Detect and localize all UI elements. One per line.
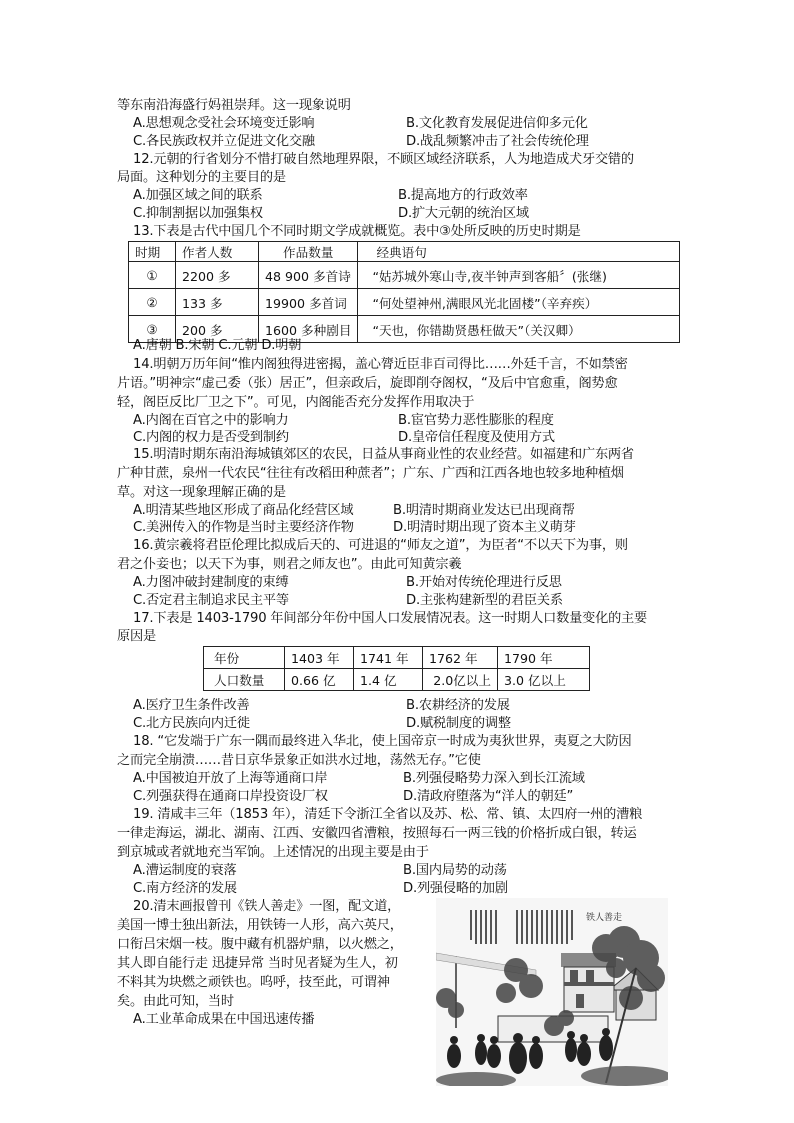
cell-year: 1741 年 bbox=[354, 647, 423, 669]
q12-option-c[interactable]: C.抑制割据以加强集权 bbox=[133, 206, 263, 221]
cell-works: 1600 多种剧目 bbox=[259, 316, 358, 343]
cell-year: 1762 年 bbox=[423, 647, 498, 669]
q20-stem-line3: 口衔吕宋烟一枝。腹中藏有机器炉鼎，以火燃之， bbox=[117, 937, 403, 952]
table-row bbox=[129, 289, 680, 316]
cell-population: 2.0亿以上 bbox=[423, 669, 498, 691]
q13-options[interactable]: A.唐朝 B.宋朝 C.元朝 D.明朝 bbox=[133, 338, 302, 353]
q19-stem-line1: 19. 清咸丰三年（1853 年），清廷下令浙江全省以及苏、松、常、镇、太四府一州的漕粮 bbox=[133, 807, 643, 822]
q12-option-a[interactable]: A.加强区域之间的联系 bbox=[133, 188, 263, 203]
q11-stem-end: 等东南沿海盛行妈祖崇拜。这一现象说明 bbox=[117, 98, 351, 113]
cell-quote: “姑苏城外寒山寺,夜半钟声到客船〞(张继) bbox=[358, 262, 680, 289]
q18-option-c[interactable]: C.列强获得在通商口岸投资设厂权 bbox=[133, 789, 328, 804]
q17-option-b[interactable]: B.农耕经济的发展 bbox=[406, 698, 510, 713]
q19-option-a[interactable]: A.漕运制度的衰落 bbox=[133, 863, 237, 878]
q14-option-a[interactable]: A.内阁在百官之中的影响力 bbox=[133, 413, 289, 428]
q18-option-a[interactable]: A.中国被迫开放了上海等通商口岸 bbox=[133, 771, 328, 786]
q17-option-d[interactable]: D.赋税制度的调整 bbox=[406, 716, 511, 731]
q19-option-d[interactable]: D.列强侵略的加剧 bbox=[403, 881, 508, 896]
q15-option-d[interactable]: D.明清时期出现了资本主义萌芽 bbox=[393, 520, 576, 535]
cell-population: 0.66 亿 bbox=[285, 669, 354, 691]
q13-literature-table bbox=[128, 241, 680, 343]
q11-option-d[interactable]: D.战乱频繁冲击了社会传统伦理 bbox=[406, 134, 589, 149]
q12-option-b[interactable]: B.提高地方的行政效率 bbox=[398, 188, 528, 203]
q19-stem-line3: 到京城或者就地充当军饷。上述情况的出现主要是由于 bbox=[117, 845, 429, 860]
row-label-year: 年份 bbox=[204, 647, 285, 669]
cell-year: 1790 年 bbox=[498, 647, 590, 669]
q18-stem-line1: 18. “它发端于广东一隅而最终进入华北，使上国帝京一时成为夷狄世界，夷夏之大防因 bbox=[133, 734, 632, 749]
q16-stem-line1: 16.黄宗羲将君臣伦理比拟成后天的、可进退的“师友之道”，为臣者“不以天下为事，则 bbox=[133, 538, 628, 553]
q20-stem-line4: 其人即自能行走 迅捷异常 当时见者疑为生人，初 bbox=[117, 956, 398, 971]
row-label-population: 人口数量 bbox=[204, 669, 285, 691]
table-header-row bbox=[129, 242, 680, 262]
cell-works: 19900 多首词 bbox=[259, 289, 358, 316]
q14-stem-line3: 轻，阁臣反比厂卫之下”。可见，内阁能否充分发挥作用取决于 bbox=[117, 395, 475, 410]
q16-stem-line2: 君之仆妾也；以天下为事，则君之师友也”。由此可知黄宗羲 bbox=[117, 557, 462, 572]
q18-option-b[interactable]: B.列强侵略势力深入到长江流域 bbox=[403, 771, 585, 786]
header-quote: 经典语句 bbox=[358, 242, 680, 262]
q14-option-b[interactable]: B.宦官势力恶性膨胀的程度 bbox=[398, 413, 554, 428]
q18-option-d[interactable]: D.清政府堕落为“洋人的朝廷” bbox=[403, 789, 574, 804]
q15-stem-line1: 15.明清时期东南沿海城镇郊区的农民，日益从事商业性的农业经营。如福建和广东两省 bbox=[133, 447, 634, 462]
q13-stem: 13.下表是古代中国几个不同时期文学成就概览。表中③处所反映的历史时期是 bbox=[133, 224, 581, 239]
q14-option-c[interactable]: C.内阁的权力是否受到制约 bbox=[133, 430, 289, 445]
q17-stem-line1: 17.下表是 1403-1790 年间部分年份中国人口发展情况表。这一时期人口数量变化的主要 bbox=[133, 611, 648, 626]
cell-authors: 200 多 bbox=[176, 316, 259, 343]
cell-period: ③ bbox=[129, 316, 176, 343]
q20-stem-line6: 矣。由此可知，当时 bbox=[117, 994, 234, 1009]
q16-option-a[interactable]: A.力图冲破封建制度的束缚 bbox=[133, 575, 289, 590]
table-row-years bbox=[204, 647, 590, 669]
q12-option-d[interactable]: D.扩大元朝的统治区域 bbox=[398, 206, 529, 221]
cell-quote: “何处望神州,满眼风光北固楼”（辛弃疾） bbox=[358, 289, 680, 316]
q18-stem-line2: 之而完全崩溃……昔日京华景象正如洪水过地，荡然无存。”它使 bbox=[117, 753, 481, 768]
q11-option-c[interactable]: C.各民族政权并立促进文化交融 bbox=[133, 134, 315, 149]
q15-stem-line3: 草。对这一现象理解正确的是 bbox=[117, 485, 286, 500]
cell-authors: 2200 多 bbox=[176, 262, 259, 289]
header-works: 作品数量 bbox=[259, 242, 358, 262]
cell-works: 48 900 多首诗 bbox=[259, 262, 358, 289]
cell-period: ② bbox=[129, 289, 176, 316]
cell-authors: 133 多 bbox=[176, 289, 259, 316]
q15-option-c[interactable]: C.美洲传入的作物是当时主要经济作物 bbox=[133, 520, 354, 535]
q15-option-b[interactable]: B.明清时期商业发达已出现商帮 bbox=[393, 503, 575, 518]
q20-stem-line5: 不料其为块燃之顽铁也。呜呼，技至此，可谓神 bbox=[117, 975, 390, 990]
table-row bbox=[129, 262, 680, 289]
q17-option-c[interactable]: C.北方民族向内迁徙 bbox=[133, 716, 250, 731]
q12-stem-line1: 12.元朝的行省划分不惜打破自然地理界限，不顾区域经济联系，人为地造成犬牙交错的 bbox=[133, 152, 634, 167]
q16-option-d[interactable]: D.主张构建新型的君臣关系 bbox=[406, 593, 563, 608]
q16-option-c[interactable]: C.否定君主制追求民主平等 bbox=[133, 593, 289, 608]
cell-period: ① bbox=[129, 262, 176, 289]
q12-stem-line2: 局面。这种划分的主要目的是 bbox=[117, 170, 286, 185]
q11-option-b[interactable]: B.文化教育发展促进信仰多元化 bbox=[406, 116, 588, 131]
q17-stem-line2: 原因是 bbox=[117, 629, 156, 644]
q14-option-d[interactable]: D.皇帝信任程度及使用方式 bbox=[398, 430, 555, 445]
q15-option-a[interactable]: A.明清某些地区形成了商品化经营区域 bbox=[133, 503, 354, 518]
q15-stem-line2: 广种甘蔗，泉州一代农民“往往有改稻田种蔗者”；广东、广西和江西各地也较多地种植烟 bbox=[117, 466, 624, 481]
q19-option-b[interactable]: B.国内局势的动荡 bbox=[403, 863, 507, 878]
q16-option-b[interactable]: B.开始对传统伦理进行反思 bbox=[406, 575, 562, 590]
q20-stem-line2: 美国一博士独出新法，用铁铸一人形，高六英尺， bbox=[117, 918, 403, 933]
cell-population: 1.4 亿 bbox=[354, 669, 423, 691]
iron-man-walking-illustration bbox=[436, 898, 668, 1086]
q20-stem-line1: 20.清末画报曾刊《铁人善走》一图，配文道， bbox=[133, 899, 401, 914]
q17-option-a[interactable]: A.医疗卫生条件改善 bbox=[133, 698, 250, 713]
q17-population-table bbox=[203, 646, 590, 691]
q14-stem-line2: 片语。”明神宗“虚己委（张）居正”，但亲政后，旋即削夺阁权，“及后中官愈重，阁势愈 bbox=[117, 376, 618, 391]
q19-stem-line2: 一律走海运，湖北、湖南、江西、安徽四省漕粮，按照每石一两三钱的价格折成白银，转运 bbox=[117, 826, 637, 841]
table-row-population bbox=[204, 669, 590, 691]
q11-option-a[interactable]: A.思想观念受社会环境变迁影响 bbox=[133, 116, 315, 131]
q20-option-a[interactable]: A.工业革命成果在中国迅速传播 bbox=[133, 1012, 315, 1027]
cell-quote: “天也，你错勘贤愚枉做天”（关汉卿） bbox=[358, 316, 680, 343]
cell-year: 1403 年 bbox=[285, 647, 354, 669]
q19-option-c[interactable]: C.南方经济的发展 bbox=[133, 881, 237, 896]
header-authors: 作者人数 bbox=[176, 242, 259, 262]
header-period: 时期 bbox=[129, 242, 176, 262]
q14-stem-line1: 14.明朝万历年间“惟内阁独得进密揭，盖心膂近臣非百司得比……外廷千言，不如禁密 bbox=[133, 357, 628, 372]
illustration-title: 铁人善走 bbox=[586, 913, 623, 923]
cell-population: 3.0 亿以上 bbox=[498, 669, 590, 691]
